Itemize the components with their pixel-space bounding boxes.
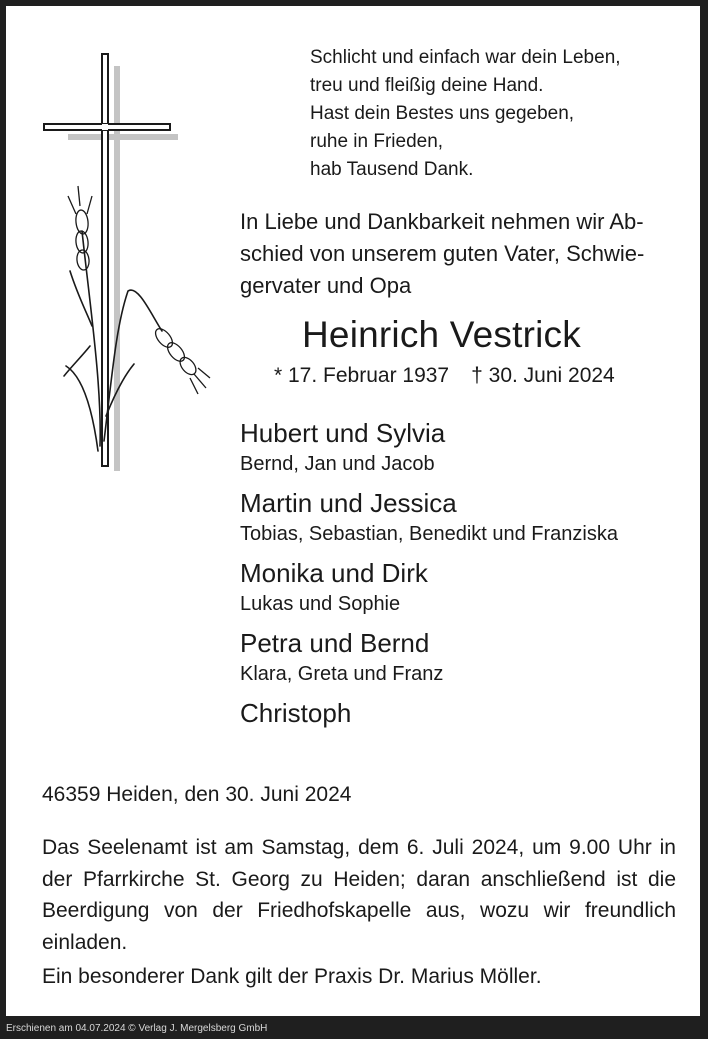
poem-line: Hast dein Bestes uns gegeben,	[310, 103, 575, 124]
family-children: Klara, Greta und Franz	[240, 663, 444, 685]
poem-line: hab Tausend Dank.	[310, 159, 474, 180]
intro-line: In Liebe und Dankbarkeit nehmen wir Ab-	[240, 209, 644, 234]
birth-date: * 17. Februar 1937	[274, 364, 450, 387]
family-group	[240, 416, 618, 478]
poem-line: treu und fleißig deine Hand.	[310, 75, 544, 96]
publication-footer: Erschienen am 04.07.2024 © Verlag J. Mergelsberg GmbH	[6, 1023, 268, 1034]
family-main: Christoph	[240, 698, 352, 728]
family-main: Hubert und Sylvia	[240, 418, 446, 448]
family-list	[240, 416, 618, 738]
poem	[310, 44, 621, 184]
family-group	[240, 486, 618, 548]
cross-with-wheat-icon	[42, 46, 212, 486]
deceased-name: Heinrich Vestrick	[302, 314, 581, 355]
intro-line: schied von unserem guten Vater, Schwie-	[240, 241, 645, 266]
poem-line: Schlicht und einfach war dein Leben,	[310, 47, 621, 68]
intro-text	[240, 206, 674, 302]
death-date: † 30. Juni 2024	[471, 364, 615, 387]
family-children: Bernd, Jan und Jacob	[240, 453, 435, 475]
life-dates	[274, 362, 615, 390]
place-date: 46359 Heiden, den 30. Juni 2024	[42, 783, 352, 806]
funeral-notice: Das Seelenamt ist am Samstag, dem 6. Juli 2024, um 9.00 Uhr in der Pfarrkirche St. Georg zu Heiden; daran anschließend ist die Beerdigung von der Friedhofskapelle aus, wozu wir freundlich einladen.	[42, 836, 676, 954]
family-main: Monika und Dirk	[240, 558, 428, 588]
family-children: Tobias, Sebastian, Benedikt und Franziska	[240, 523, 618, 545]
family-children: Lukas und Sophie	[240, 593, 401, 615]
thanks-note: Ein besonderer Dank gilt der Praxis Dr. Marius Möller.	[42, 965, 542, 988]
poem-line: ruhe in Frieden,	[310, 131, 444, 152]
family-group	[240, 556, 618, 618]
obituary-card	[6, 6, 700, 1016]
family-group	[240, 696, 618, 730]
family-group	[240, 626, 618, 688]
family-main: Petra und Bernd	[240, 628, 430, 658]
intro-line: gervater und Opa	[240, 273, 412, 298]
family-main: Martin und Jessica	[240, 488, 457, 518]
